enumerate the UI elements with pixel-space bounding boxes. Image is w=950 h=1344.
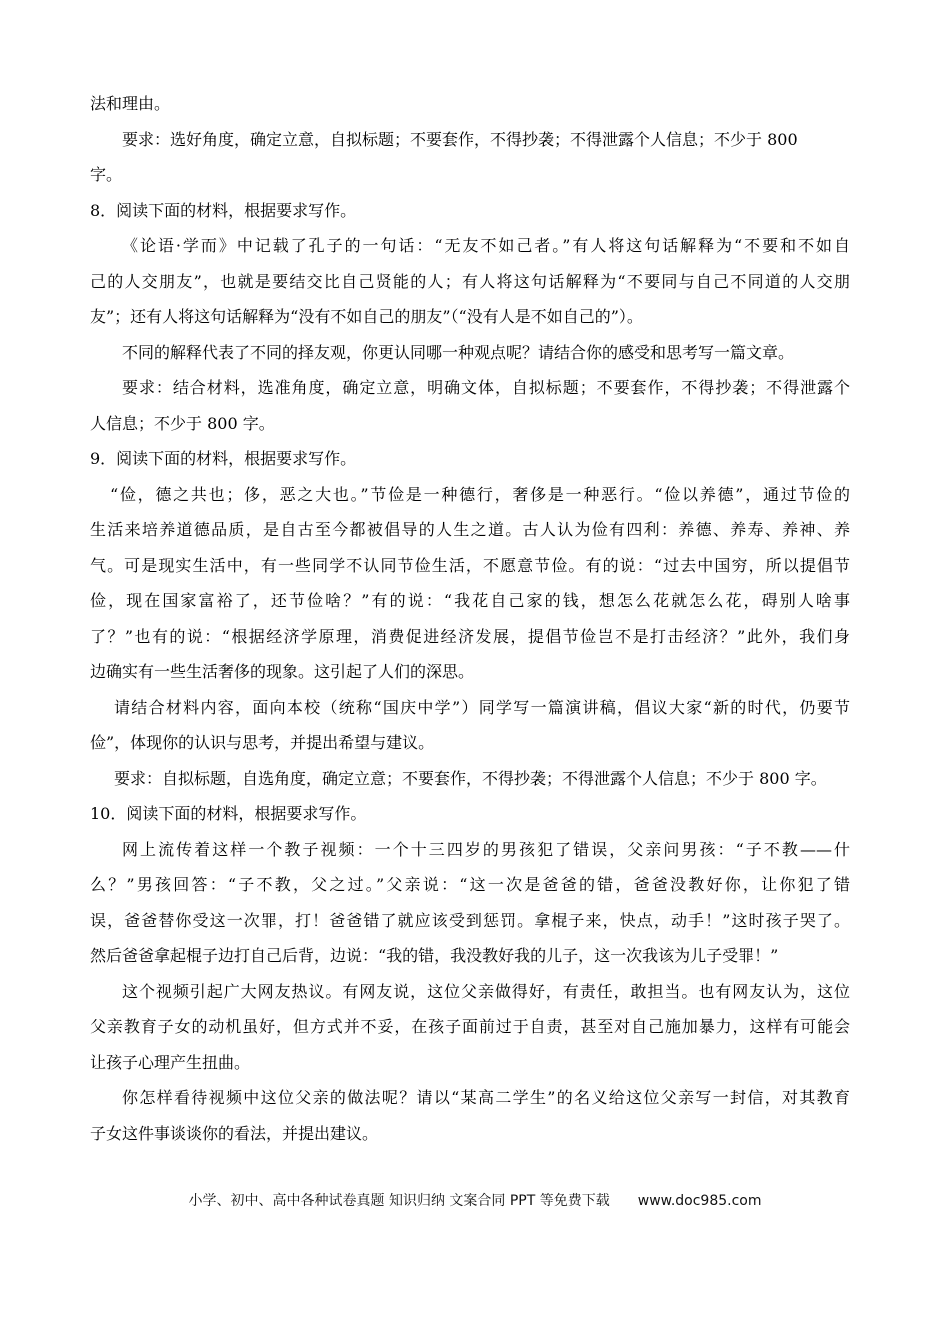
question-heading-8: 8．阅读下面的材料，根据要求写作。 [90, 200, 357, 220]
text-line: 边确实有一些生活奢侈的现象。这引起了人们的深思。 [90, 662, 475, 681]
text-line: 父亲教育子女的动机虽好，但方式并不妥，在孩子面前过于自责，甚至对自己施加暴力，这样有可能会 [90, 1017, 850, 1036]
text-line: 俭，现在国家富裕了，还节俭啥？”有的说：“我花自己家的钱，想怎么花就怎么花，碍别人啥事 [90, 591, 850, 610]
text-line: 不同的解释代表了不同的择友观，你更认同哪一种观点呢？请结合你的感受和思考写一篇文章。 [122, 342, 795, 362]
text-line: 要求：自拟标题，自选角度，确定立意；不要套作，不得抄袭；不得泄露个人信息；不少于 800 字。 [114, 768, 827, 788]
question-heading-9: 9．阅读下面的材料，根据要求写作。 [90, 449, 357, 468]
text-line: 气。可是现实生活中，有一些同学不认同节俭生活，不愿意节俭。有的说：“过去中国穷，所以提倡节 [90, 555, 850, 575]
footer-text: 小学、初中、高中各种试卷真题 知识归纳 文案合同 PPT 等免费下载 [188, 1193, 610, 1209]
text-line: 己的人交朋友”，也就是要结交比自己贤能的人；有人将这句话解释为“不要同与自己不同道的人交朋 [90, 271, 850, 291]
text-line: 么？”男孩回答：“子不教，父之过。”父亲说：“这一次是爸爸的错，爸爸没教好你，让你犯了错 [90, 875, 850, 894]
text-line: 这个视频引起广大网友热议。有网友说，这位父亲做得好，有责任，敢担当。也有网友认为，这位 [122, 981, 850, 1001]
text-line: 让孩子心理产生扭曲。 [90, 1052, 251, 1072]
document-body [90, 86, 850, 1151]
text-line: 要求：选好角度，确定立意，自拟标题；不要套作，不得抄袭；不得泄露个人信息；不少于 800 [122, 129, 798, 149]
footer-site-link[interactable]: www.doc985.com [637, 1193, 762, 1209]
text-line: 生活来培养道德品质，是自古至今都被倡导的人生之道。古人认为俭有四利：养德、养寿、养神、养 [90, 520, 850, 539]
text-line: 子女这件事谈谈你的看法，并提出建议。 [90, 1123, 379, 1143]
text-line: 然后爸爸拿起棍子边打自己后背，边说：“我的错，我没教好我的儿子，这一次我该为儿子受罪！” [90, 946, 779, 965]
page-footer [0, 1190, 950, 1210]
text-line: 法和理由。 [90, 94, 171, 113]
text-line: 网上流传着这样一个教子视频：一个十三四岁的男孩犯了错误，父亲问男孩：“子不教——什 [122, 839, 850, 859]
text-line: 友”；还有人将这句话解释为“没有不如自己的朋友”（“没有人是不如自己的”）。 [90, 307, 643, 326]
text-line: 要求：结合材料，选准角度，确定立意，明确文体，自拟标题；不要套作，不得抄袭；不得泄露个 [122, 378, 850, 397]
text-line: 《论语·学而》中记载了孔子的一句话：“无友不如己者。”有人将这句话解释为“不要和不如自 [122, 236, 850, 255]
text-line: 人信息；不少于 800 字。 [90, 413, 275, 433]
text-line: 你怎样看待视频中这位父亲的做法呢？请以“某高二学生”的名义给这位父亲写一封信，对其教育 [122, 1088, 850, 1107]
question-heading-10: 10．阅读下面的材料，根据要求写作。 [90, 804, 367, 823]
text-line: 请结合材料内容，面向本校（统称“国庆中学”）同学写一篇演讲稿，倡议大家“新的时代，仍要节 [114, 697, 850, 717]
text-line: 字。 [90, 165, 123, 184]
text-line: “俭，德之共也；侈，恶之大也。”节俭是一种德行，奢侈是一种恶行。“俭以养德”，通过节俭的 [110, 484, 850, 504]
text-line: 俭”，体现你的认识与思考，并提出希望与建议。 [90, 733, 435, 752]
text-line: 了？”也有的说：“根据经济学原理，消费促进经济发展，提倡节俭岂不是打击经济？”此外，我们身 [90, 626, 850, 646]
text-line: 误，爸爸替你受这一次罪，打！爸爸错了就应该受到惩罚。拿棍子来，快点，动手！”这时孩子哭了。 [90, 910, 850, 930]
